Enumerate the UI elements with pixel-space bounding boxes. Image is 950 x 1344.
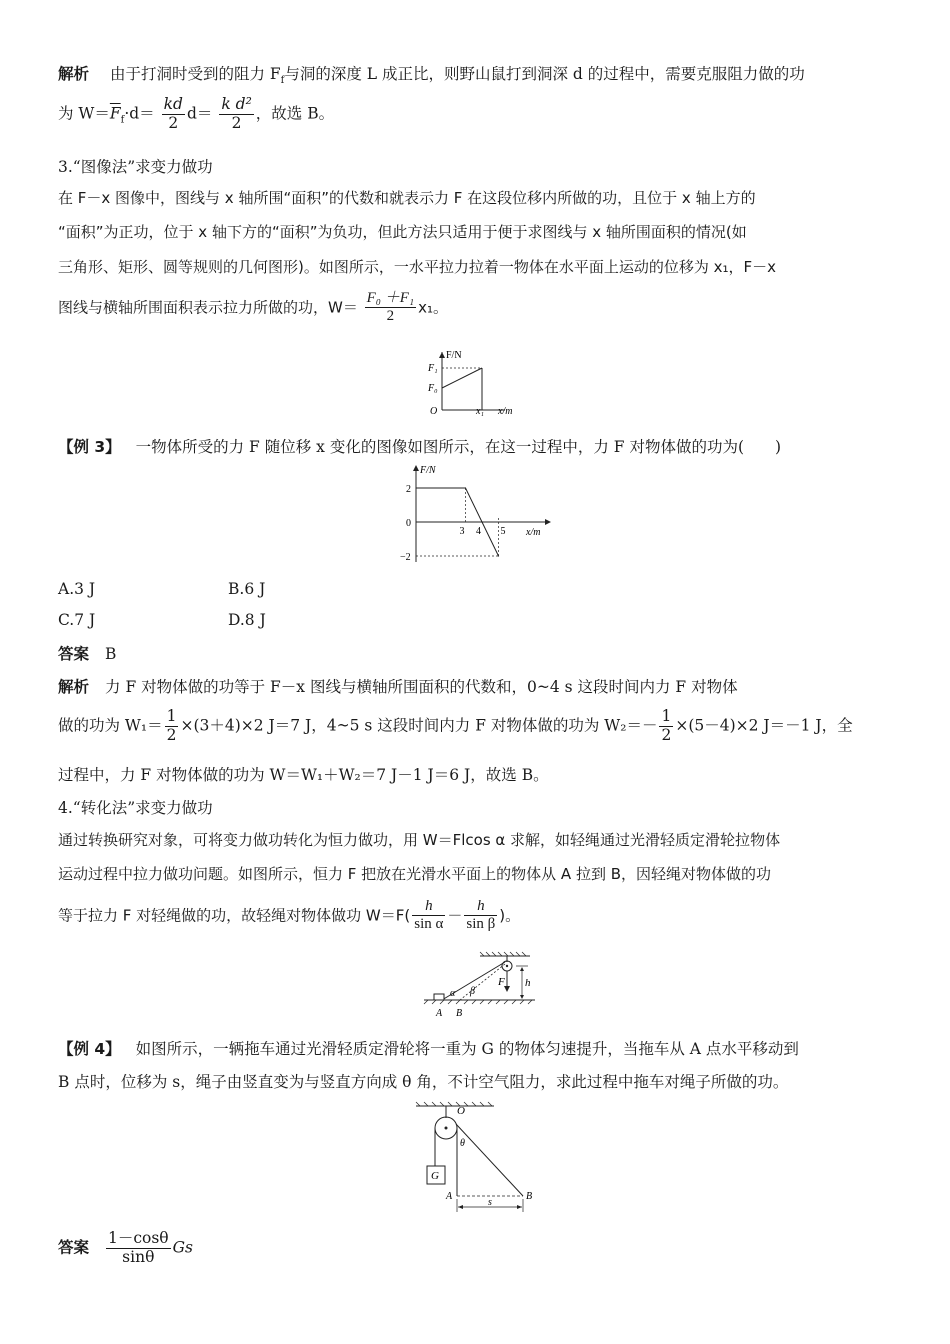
option-c: C.7 J bbox=[58, 611, 96, 629]
force-line bbox=[442, 368, 482, 388]
analysis-1-line-1: 解析 由于打洞时受到的阻力 $F_f$与洞的深度 L 成正比，则野山鼠打到洞深 d 的过程中，需要克服阻力做的功 bbox=[58, 65, 805, 87]
y-tick-label: 0 bbox=[406, 518, 411, 529]
option-d: D.8 J bbox=[228, 611, 266, 629]
example-4-answer: 答案 $\frac{1-\cos\theta}{\sin\theta}$ Gs bbox=[58, 1229, 193, 1266]
h-label: h bbox=[525, 977, 531, 989]
example-label: 【例 3】 bbox=[58, 438, 121, 456]
section-3-p1: 在 F－x 图像中，图线与 x 轴所围“面积”的代数和就表示力 F 在这段位移内所做的功，且位于 x 轴上方的 bbox=[58, 189, 756, 207]
fraction: $\frac{h}{\text{sin α}}$ bbox=[414, 898, 444, 933]
fraction: $\frac{1}{2}$ bbox=[661, 707, 672, 744]
section-3-p4: 图线与横轴所围面积表示拉力所做的功，W＝ $\frac{\text{F₀ ＋F₁}}{2}$ x₁。 bbox=[58, 290, 449, 325]
beta-label: β bbox=[470, 986, 475, 997]
fraction: $\frac{kd}{2}$ bbox=[163, 95, 183, 132]
a-label: A bbox=[446, 1191, 453, 1202]
section-4-heading: 4.“转化法”求变力做功 bbox=[58, 799, 213, 817]
ylabel: F/N bbox=[446, 350, 462, 361]
figure-pulley-ramp bbox=[420, 950, 540, 1022]
section-4-p3: 等于拉力 F 对轻绳做的功，故轻绳对物体做功 W＝F( $\frac{h}{\text{sin α}}$ － $\frac{h}{\text{sin β}}$ )。 bbox=[58, 898, 521, 933]
y-tick-label: −2 bbox=[400, 552, 411, 563]
option-a: A.3 J bbox=[58, 580, 96, 598]
fraction: $\frac{h}{\text{sin β}}$ bbox=[466, 898, 496, 933]
example-4-p1: 【例 4】 如图所示，一辆拖车通过光滑轻质定滑轮将一重为 G 的物体匀速提升，当拖车从 A 点水平移动到 bbox=[58, 1040, 799, 1058]
example-3-analysis-1: 解析 力 F 对物体做的功等于 F－x 图线与横轴所围面积的代数和，0~4 s 这段时间内力 F 对物体 bbox=[58, 678, 738, 696]
xlabel: x/m bbox=[498, 406, 513, 417]
g-label: G bbox=[431, 1170, 439, 1182]
example-label: 【例 4】 bbox=[58, 1040, 121, 1058]
y-axis-label: F/N bbox=[420, 465, 436, 476]
example-3-answer: 答案 B bbox=[58, 645, 117, 663]
a-label: A bbox=[436, 1008, 443, 1019]
analysis-label: 解析 bbox=[58, 65, 90, 83]
x-tick-label: 5 bbox=[500, 526, 506, 537]
theta-label: θ bbox=[460, 1138, 465, 1149]
option-b: B.6 J bbox=[228, 580, 266, 598]
alpha-label: α bbox=[450, 988, 456, 999]
fraction: $\frac{\text{F₀ ＋F₁}}{2}$ bbox=[366, 290, 415, 325]
figure-f-x-trapezoid bbox=[420, 348, 530, 418]
data-point bbox=[481, 521, 482, 522]
b-label: B bbox=[456, 1008, 463, 1019]
figure-f-x-chart bbox=[396, 462, 556, 568]
f0-label: F₀ bbox=[428, 383, 438, 394]
example-3-analysis-2: 做的功为 W₁＝ $\frac{1}{2}$ ×(3＋4)×2 J＝7 J，4~5 s 这段时间内力 F 对物体做的功为 W₂＝－ $\frac{1}{2}$ ×(5－4)×2 J＝－1 J，全 bbox=[58, 707, 853, 744]
fraction: $\frac{1-\cos\theta}{\sin\theta}$ bbox=[107, 1229, 169, 1266]
x-axis-arrow bbox=[545, 519, 551, 525]
rope-slant bbox=[456, 1124, 523, 1196]
y-tick-label: 2 bbox=[406, 484, 411, 495]
figure-tow-pulley bbox=[410, 1096, 550, 1214]
section-4-p2: 运动过程中拉力做功问题。如图所示，恒力 F 把放在光滑水平面上的物体从 A 拉到 B，因轻绳对物体做的功 bbox=[58, 865, 772, 883]
x-axis-label: x/m bbox=[526, 527, 541, 538]
example-4-p2: B 点时，位移为 s，绳子由竖直变为与竖直方向成 θ 角，不计空气阻力，求此过程中拖车对绳子所做的功。 bbox=[58, 1073, 789, 1091]
y-axis-arrow bbox=[439, 352, 445, 358]
origin-label: O bbox=[430, 406, 438, 417]
force-arrow bbox=[504, 986, 510, 992]
section-3-p3: 三角形、矩形、圆等规则的几何图形)。如图所示，一水平拉力拉着一物体在水平面上运动的位移为 x₁，F－x bbox=[58, 258, 777, 276]
fraction: $\frac{\text{k d²}}{2}$ bbox=[221, 95, 252, 132]
x1-label: x₁ bbox=[476, 406, 484, 417]
f-label: F bbox=[498, 976, 505, 988]
fraction: $\frac{1}{2}$ bbox=[166, 707, 177, 744]
section-3-heading: 3.“图像法”求变力做功 bbox=[58, 158, 213, 176]
analysis-1-line-2: 为 $W=\overline{F}_f\cdot d=$ $\frac{kd}{2}$ d＝ $\frac{\text{k d²}}{2}$ ，故选 B。 bbox=[58, 95, 335, 132]
section-4-p1: 通过转换研究对象，可将变力做功转化为恒力做功，用 W＝Flcos α 求解，如轻绳通过光滑轻质定滑轮拉物体 bbox=[58, 831, 781, 849]
b-label: B bbox=[526, 1191, 533, 1202]
y-axis-arrow bbox=[413, 465, 419, 471]
x-tick-label: 3 bbox=[459, 526, 465, 537]
s-label: s bbox=[488, 1197, 492, 1208]
x-tick-label: 4 bbox=[476, 526, 481, 537]
example-3-analysis-3: 过程中，力 F 对物体做的功为 W＝W₁＋W₂＝7 J－1 J＝6 J，故选 B。 bbox=[58, 766, 549, 784]
o-label: O bbox=[457, 1105, 465, 1117]
example-3-question: 【例 3】 一物体所受的力 F 随位移 x 变化的图像如图所示，在这一过程中，力 F 对物体做的功为( ) bbox=[58, 438, 782, 456]
block bbox=[434, 994, 444, 1000]
section-3-p2: “面积”为正功，位于 x 轴下方的“面积”为负功，但此方法只适用于便于求图线与 x 轴所围面积的情况(如 bbox=[58, 223, 747, 241]
data-point bbox=[415, 487, 416, 488]
f1-label: F₁ bbox=[428, 363, 438, 374]
